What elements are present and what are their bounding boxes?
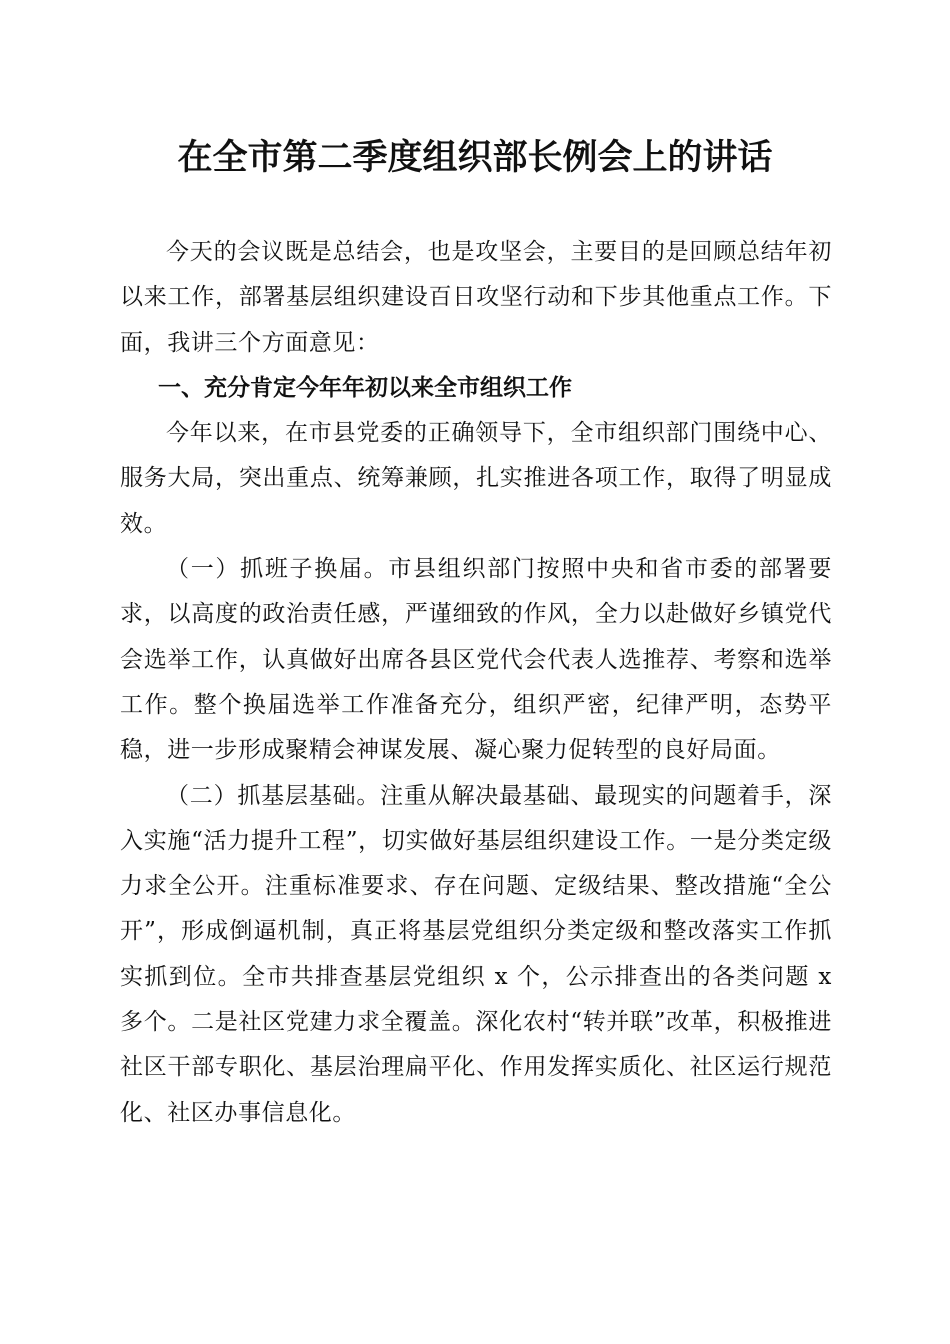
section-intro-paragraph: 今年以来，在市县党委的正确领导下，全市组织部门围绕中心、服务大局，突出重点、统筹兼顾，扎实推进各项工作，取得了明显成效。	[120, 420, 832, 537]
item-text-2: 注重从解决最基础、最现实的问题着手，深入实施“活力提升工程”，切实做好基层组织建设工作。一是分类定级力求全公开。注重标准要求、存在问题、定级结果、整改措施“全公开”，形成倒逼机制，真正将基层党组织分类定级和整改落实工作抓实抓到位。全市共排查基层党组织 x 个，公示排查出的各类问题 x 多个。二是社区党建力求全覆盖。深化农村“转并联”改革，积极推进社区干部专职化、基层治理扁平化、作用发挥实质化、社区运行规范化、社区办事信息化。	[120, 782, 832, 1126]
item-paragraph-1	[120, 547, 832, 773]
item-lead-2: （二）抓基层基础。	[166, 782, 381, 809]
intro-paragraph: 今天的会议既是总结会，也是攻坚会，主要目的是回顾总结年初以来工作，部署基层组织建设百日攻坚行动和下步其他重点工作。下面，我讲三个方面意见：	[120, 239, 832, 356]
section-heading: 一、充分肯定今年年初以来全市组织工作	[158, 374, 572, 401]
item-lead-1: （一）抓班子换届。	[166, 556, 389, 583]
item-paragraph-2	[120, 774, 832, 1136]
document-body	[120, 230, 832, 1136]
document-title: 在全市第二季度组织部长例会上的讲话	[177, 137, 773, 178]
item-text-1: 市县组织部门按照中央和省市委的部署要求，以高度的政治责任感，严谨细致的作风，全力以赴做好乡镇党代会选举工作，认真做好出席各县区党代会代表人选推荐、考察和选举工作。整个换届选举工作准备充分，组织严密，纪律严明，态势平稳，进一步形成聚精会神谋发展、凝心聚力促转型的良好局面。	[120, 556, 832, 764]
